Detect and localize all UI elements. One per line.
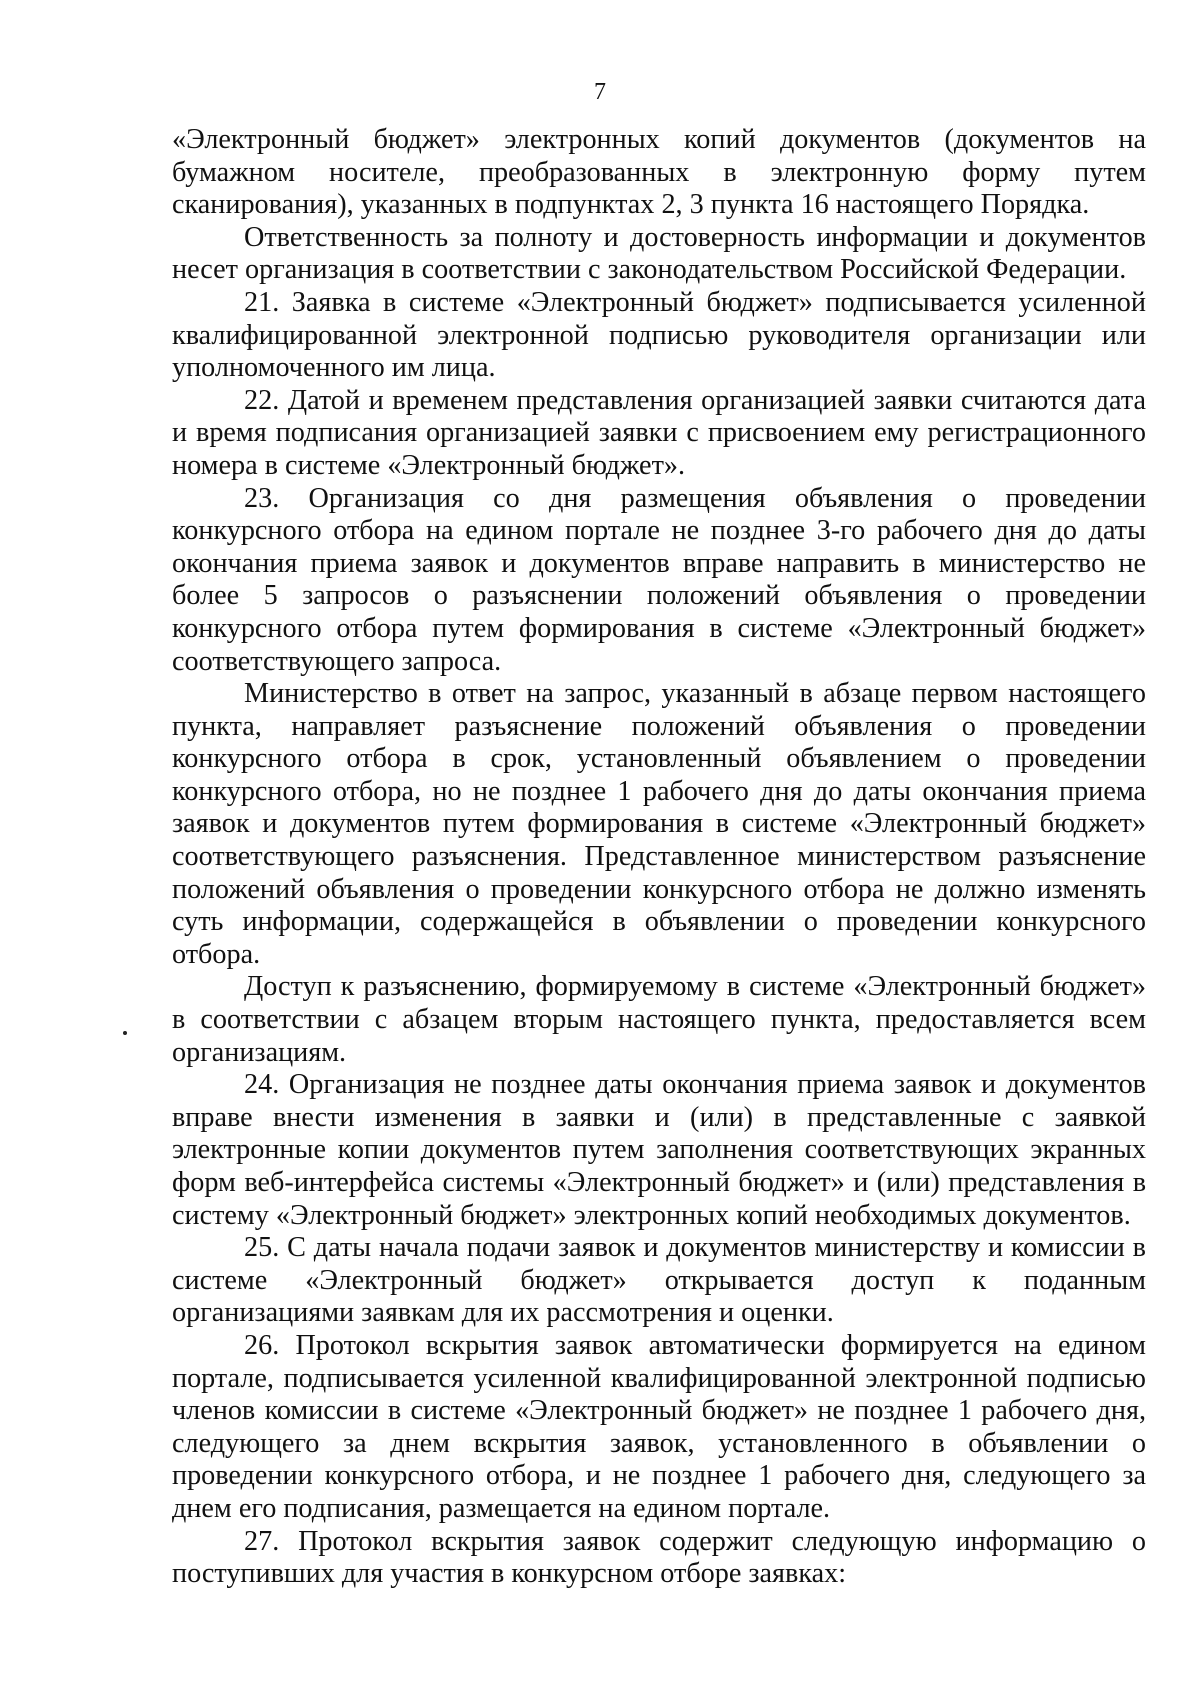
paragraph-22: 22. Датой и временем представления организацией заявки считаются дата и время подписания организацией заявки с присвоением ему регистрационного номера в системе «Электронный бюджет». [172, 384, 1146, 481]
scan-dot-mark [123, 1031, 127, 1035]
paragraph-26: 26. Протокол вскрытия заявок автоматически формируется на едином портале, подписывается усиленной квалифицированной электронной подписью членов комиссии в системе «Электронный бюджет» не позднее 1 рабочего дня, следующего за днем вскрытия заявок, установленного в объявлении о проведении конкурсного отбора, и не позднее 1 рабочего дня, следующего за днем его подписания, размещается на едином портале. [172, 1329, 1146, 1524]
paragraph-21: 21. Заявка в системе «Электронный бюджет» подписывается усиленной квалифицированной электронной подписью руководителя организации или уполномоченного им лица. [172, 286, 1146, 384]
paragraph-responsibility: Ответственность за полноту и достоверность информации и документов несет организация в соответствии с законодательством Российской Федерации. [172, 221, 1146, 286]
paragraph-25: 25. С даты начала подачи заявок и документов министерству и комиссии в системе «Электронный бюджет» открывается доступ к поданным организациями заявкам для их рассмотрения и оценки. [172, 1232, 1146, 1329]
paragraph-access: Доступ к разъяснению, формируемому в системе «Электронный бюджет» в соответствии с абзацем вторым настоящего пункта, предоставляется всем организациям. [172, 971, 1146, 1068]
paragraph-23: 23. Организация со дня размещения объявления о проведении конкурсного отбора на едином портале не позднее 3-го рабочего дня до даты окончания приема заявок и документов вправе направить в министерство не более 5 запросов о разъяснении положений объявления о проведении конкурсного отбора путем формирования в системе «Электронный бюджет» соответствующего запроса. [172, 482, 1146, 677]
paragraph-24: 24. Организация не позднее даты окончания приема заявок и документов вправе внести изменения в заявки и (или) в представленные с заявкой электронные копии документов путем заполнения соответствующих экранных форм веб-интерфейса системы «Электронный бюджет» и (или) представления в систему «Электронный бюджет» электронных копий необходимых документов. [172, 1069, 1146, 1231]
document-body [172, 124, 1146, 1591]
paragraph-continuation: «Электронный бюджет» электронных копий документов (документов на бумажном носителе, преобразованных в электронную форму путем сканирования), указанных в подпунктах 2, 3 пункта 16 настоящего Порядка. [172, 124, 1146, 221]
paragraph-ministry-response: Министерство в ответ на запрос, указанный в абзаце первом настоящего пункта, направляет разъяснение положений объявления о проведении конкурсного отбора в срок, установленный объявлением о проведении конкурсного отбора, но не позднее 1 рабочего дня до даты окончания приема заявок и документов путем формирования в системе «Электронный бюджет» соответствующего разъяснения. Представленное министерством разъяснение положений объявления о проведении конкурсного отбора не должно изменять суть информации, содержащейся в объявлении о проведении конкурсного отбора. [172, 678, 1146, 970]
page-number: 7 [594, 79, 606, 105]
paragraph-27: 27. Протокол вскрытия заявок содержит следующую информацию о поступивших для участия в конкурсном отборе заявках: [172, 1525, 1146, 1590]
